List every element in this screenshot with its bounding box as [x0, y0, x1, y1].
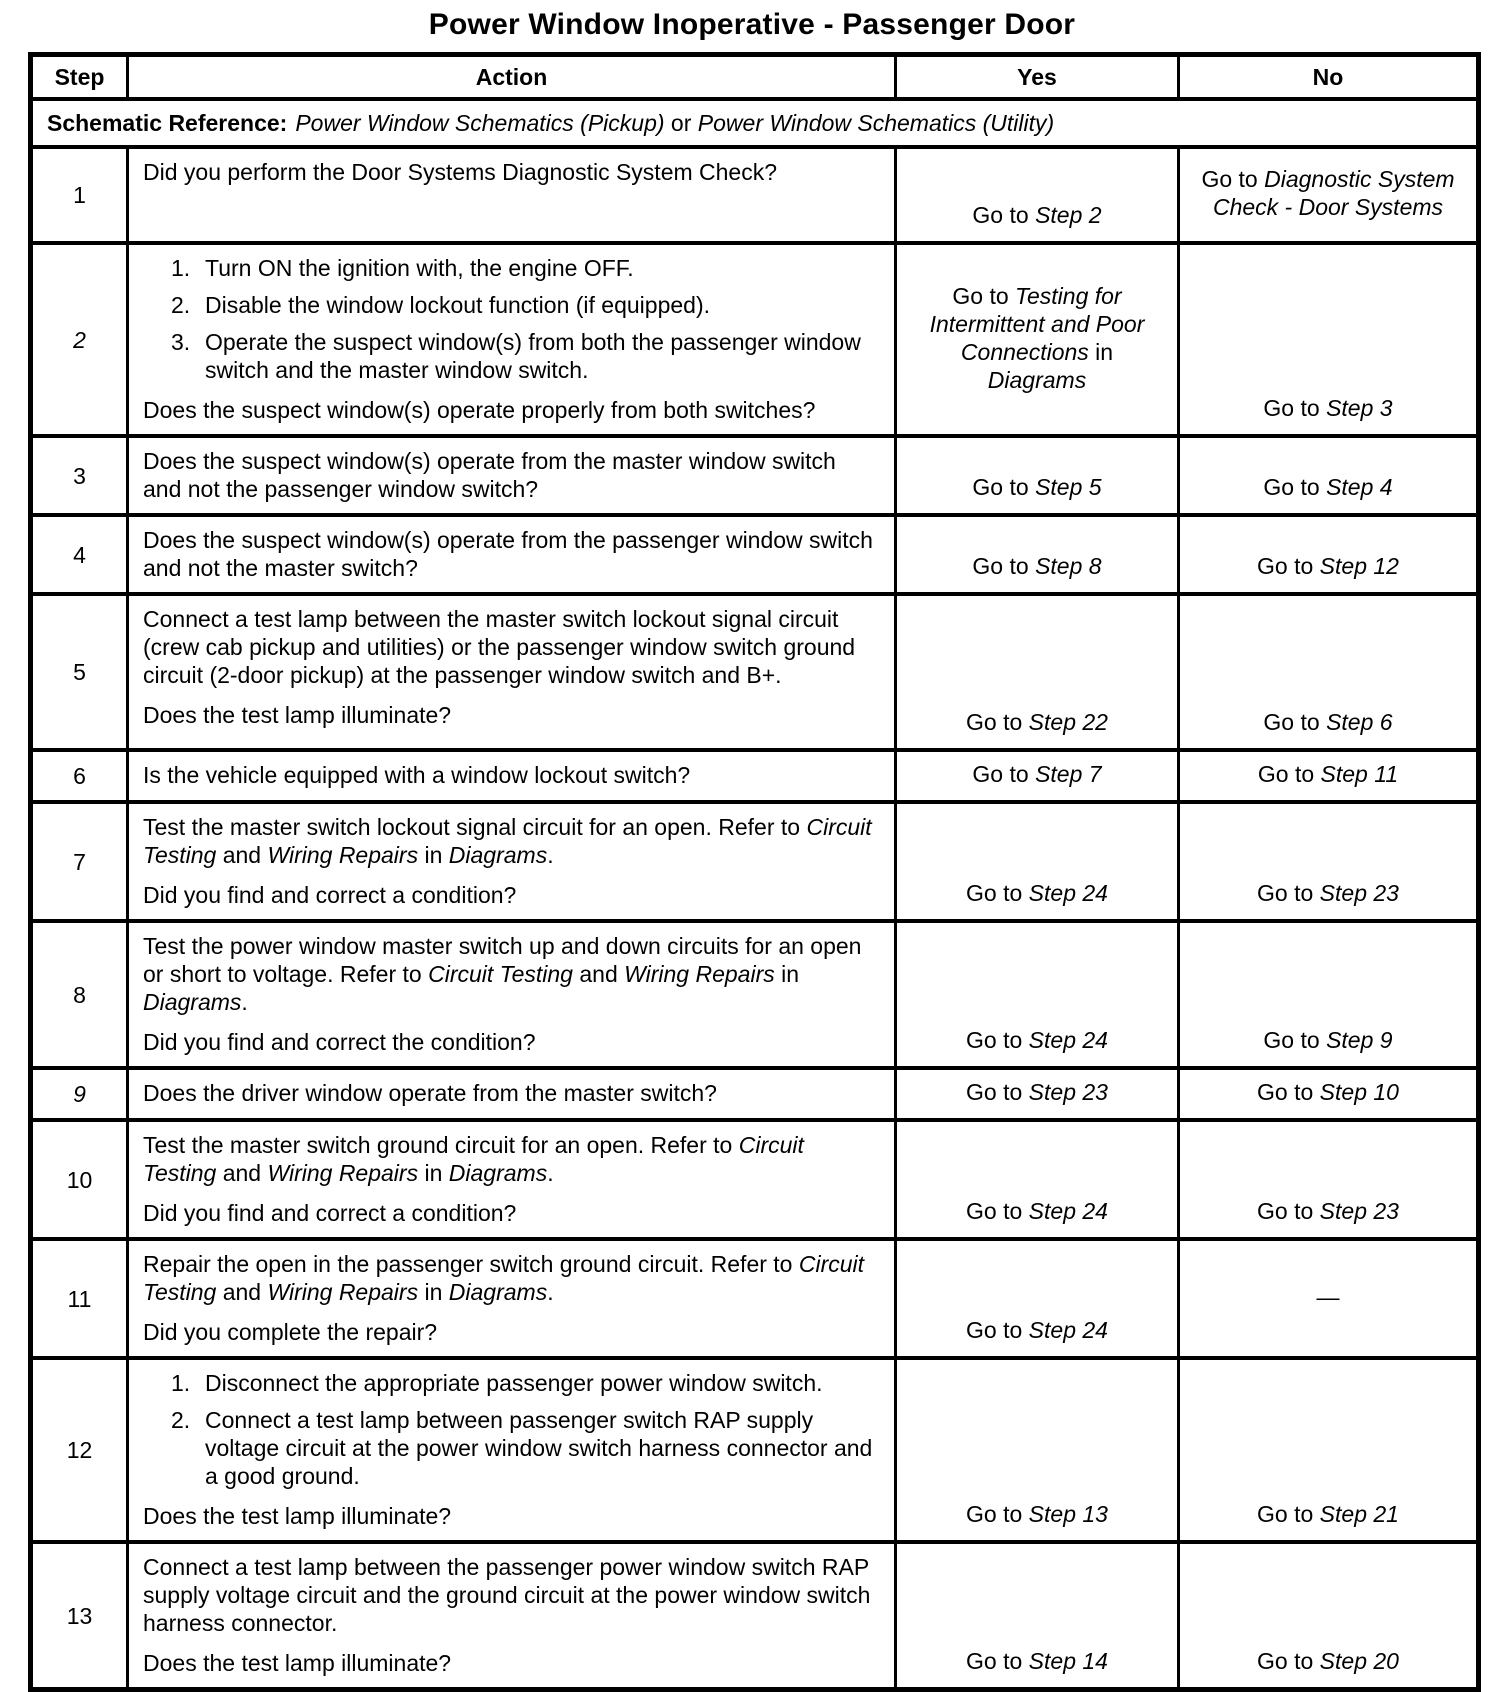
no-cell: Go to Step 9 — [1179, 921, 1479, 1068]
yes-cell: Go to Step 5 — [896, 436, 1179, 515]
list-number: 2. — [171, 292, 191, 318]
page-title: Power Window Inoperative - Passenger Door — [428, 8, 1076, 41]
list-number: 2. — [171, 1407, 191, 1433]
action-paragraph: Repair the open in the passenger switch ground circuit. Refer to Circuit Testing and Wiring Repairs in Diagrams. — [143, 1251, 865, 1305]
no-cell: Go to Step 12 — [1179, 515, 1479, 594]
yes-cell: Go to Step 2 — [896, 147, 1179, 243]
no-cell: Go to Step 21 — [1179, 1358, 1479, 1542]
action-cell — [128, 147, 896, 243]
schematic-reference-text: Power Window Schematics (Pickup) or Power Window Schematics (Utility) — [295, 110, 1055, 136]
header-row — [31, 55, 1479, 100]
action-list-item — [143, 254, 880, 282]
steps-body — [31, 147, 1479, 1690]
yes-cell: Go to Step 8 — [896, 515, 1179, 594]
table-row — [31, 1239, 1479, 1358]
action-cell — [128, 1068, 896, 1120]
yes-cell: Go to Testing for Intermittent and Poor Connections in Diagrams — [896, 243, 1179, 436]
step-number: 13 — [31, 1542, 128, 1690]
step-number: 6 — [31, 750, 128, 802]
action-cell — [128, 243, 896, 436]
no-cell: Go to Step 23 — [1179, 1120, 1479, 1239]
column-header-step: Step — [31, 55, 128, 100]
action-paragraph: Test the power window master switch up and down circuits for an open or short to voltage. Refer to Circuit Testing and Wiring Repairs in Diagrams. — [143, 933, 862, 1015]
yes-cell: Go to Step 7 — [896, 750, 1179, 802]
action-cell — [128, 1239, 896, 1358]
action-cell — [128, 1358, 896, 1542]
list-item-text: Operate the suspect window(s) from both the passenger window switch and the master window switch. — [205, 329, 861, 383]
list-item-text: Disconnect the appropriate passenger power window switch. — [205, 1370, 823, 1396]
action-question: Did you complete the repair? — [143, 1319, 438, 1345]
schematic-reference-cell — [31, 99, 1479, 147]
table-row — [31, 515, 1479, 594]
step-number: 7 — [31, 802, 128, 921]
action-question: Does the suspect window(s) operate properly from both switches? — [143, 397, 816, 423]
action-question: Did you perform the Door Systems Diagnostic System Check? — [143, 159, 778, 185]
list-item-text: Connect a test lamp between passenger switch RAP supply voltage circuit at the power window switch harness connector and a good ground. — [205, 1407, 873, 1489]
action-cell — [128, 594, 896, 750]
action-list-item — [143, 328, 880, 384]
step-number: 8 — [31, 921, 128, 1068]
table-row — [31, 147, 1479, 243]
yes-cell: Go to Step 23 — [896, 1068, 1179, 1120]
diagnostic-table — [28, 52, 1481, 1692]
action-cell — [128, 515, 896, 594]
action-cell — [128, 750, 896, 802]
no-cell: — — [1179, 1239, 1479, 1358]
action-list-item — [143, 1406, 880, 1490]
action-cell — [128, 921, 896, 1068]
step-number: 10 — [31, 1120, 128, 1239]
table-row — [31, 802, 1479, 921]
list-number: 1. — [171, 1370, 191, 1396]
schematic-reference-label: Schematic Reference: — [47, 110, 288, 136]
table-row — [31, 921, 1479, 1068]
yes-cell: Go to Step 13 — [896, 1358, 1179, 1542]
action-cell — [128, 802, 896, 921]
action-question: Did you find and correct a condition? — [143, 882, 517, 908]
action-question: Does the suspect window(s) operate from the passenger window switch and not the master switch? — [143, 527, 873, 581]
list-number: 3. — [171, 329, 191, 355]
no-cell: Go to Step 4 — [1179, 436, 1479, 515]
action-cell — [128, 1120, 896, 1239]
no-cell: Go to Step 11 — [1179, 750, 1479, 802]
no-cell: Go to Step 10 — [1179, 1068, 1479, 1120]
column-header-action: Action — [128, 55, 896, 100]
table-row — [31, 1120, 1479, 1239]
step-number: 5 — [31, 594, 128, 750]
action-question: Does the test lamp illuminate? — [143, 1503, 452, 1529]
action-question: Did you find and correct a condition? — [143, 1200, 517, 1226]
action-cell — [128, 436, 896, 515]
table-row — [31, 750, 1479, 802]
action-paragraph: Test the master switch ground circuit for an open. Refer to Circuit Testing and Wiring Repairs in Diagrams. — [143, 1132, 804, 1186]
action-paragraph: Connect a test lamp between the passenger power window switch RAP supply voltage circuit and the ground circuit at the power window switch harness connector. — [143, 1554, 871, 1636]
no-cell: Go to Diagnostic System Check - Door Systems — [1179, 147, 1479, 243]
step-number: 9 — [31, 1068, 128, 1120]
action-cell — [128, 1542, 896, 1690]
no-cell: Go to Step 6 — [1179, 594, 1479, 750]
step-number: 1 — [31, 147, 128, 243]
table-row — [31, 594, 1479, 750]
no-cell: Go to Step 23 — [1179, 802, 1479, 921]
column-header-yes: Yes — [896, 55, 1179, 100]
action-question: Does the driver window operate from the master switch? — [143, 1080, 717, 1106]
step-number: 2 — [31, 243, 128, 436]
action-question: Does the suspect window(s) operate from the master window switch and not the passenger window switch? — [143, 448, 836, 502]
action-paragraph: Test the master switch lockout signal circuit for an open. Refer to Circuit Testing and Wiring Repairs in Diagrams. — [143, 814, 872, 868]
column-header-no: No — [1179, 55, 1479, 100]
list-item-text: Disable the window lockout function (if equipped). — [205, 292, 711, 318]
yes-cell: Go to Step 24 — [896, 1120, 1179, 1239]
step-number: 4 — [31, 515, 128, 594]
step-number: 12 — [31, 1358, 128, 1542]
step-number: 11 — [31, 1239, 128, 1358]
yes-cell: Go to Step 24 — [896, 921, 1179, 1068]
step-number: 3 — [31, 436, 128, 515]
action-question: Is the vehicle equipped with a window lockout switch? — [143, 762, 691, 788]
yes-cell: Go to Step 22 — [896, 594, 1179, 750]
list-number: 1. — [171, 255, 191, 281]
yes-cell: Go to Step 24 — [896, 802, 1179, 921]
action-list-item — [143, 1369, 880, 1397]
action-list-item — [143, 291, 880, 319]
table-row — [31, 243, 1479, 436]
yes-cell: Go to Step 24 — [896, 1239, 1179, 1358]
action-question: Did you find and correct the condition? — [143, 1029, 536, 1055]
table-row — [31, 1358, 1479, 1542]
no-cell: Go to Step 3 — [1179, 243, 1479, 436]
action-question: Does the test lamp illuminate? — [143, 1650, 452, 1676]
action-question: Does the test lamp illuminate? — [143, 702, 452, 728]
list-item-text: Turn ON the ignition with, the engine OFF. — [205, 255, 634, 281]
schematic-reference-row — [31, 99, 1479, 147]
action-paragraph: Connect a test lamp between the master switch lockout signal circuit (crew cab pickup and utilities) or the passenger window switch ground circuit (2-door pickup) at the passenger window switch and B+. — [143, 606, 856, 688]
table-row — [31, 1542, 1479, 1690]
no-cell: Go to Step 20 — [1179, 1542, 1479, 1690]
table-row — [31, 1068, 1479, 1120]
table-row — [31, 436, 1479, 515]
yes-cell: Go to Step 14 — [896, 1542, 1179, 1690]
